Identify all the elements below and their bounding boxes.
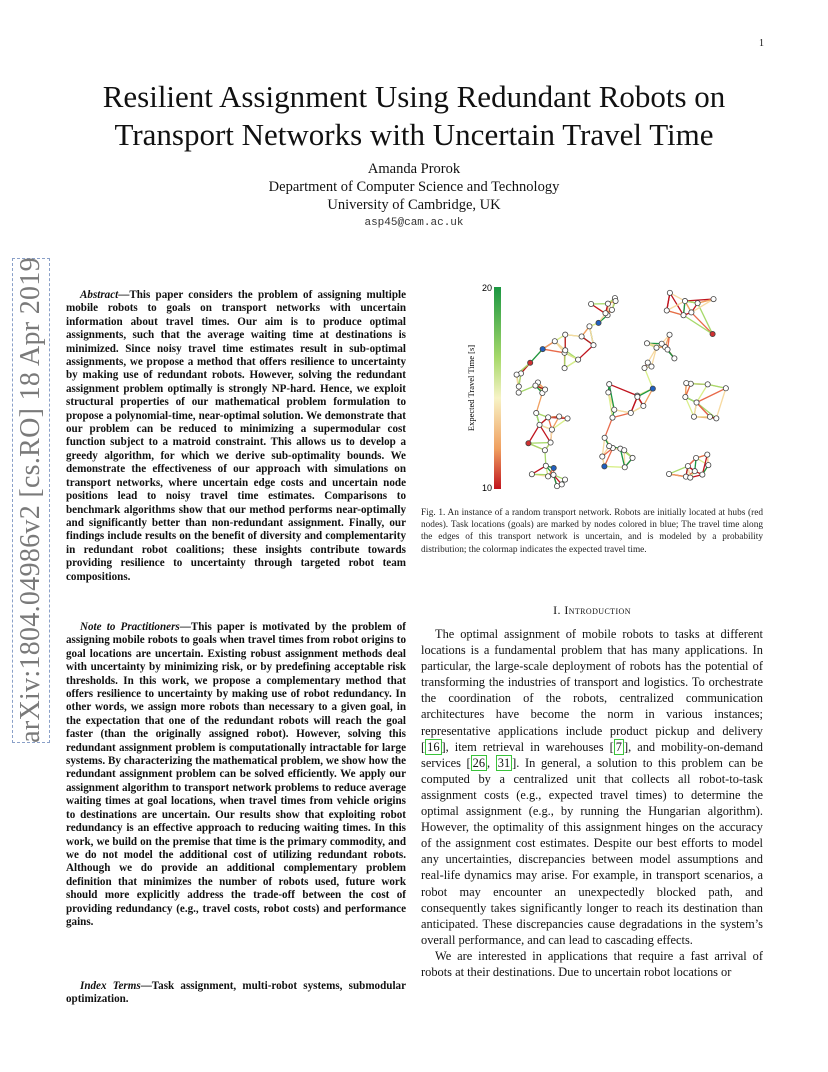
intro-p1-text-b: ], item retrieval in warehouses [ [441,739,614,754]
network-node [710,331,715,336]
network-node [587,324,592,329]
network-node [649,364,654,369]
network-node [622,465,627,470]
network-node [549,427,554,432]
network-node [650,386,655,391]
network-node [559,482,564,487]
network-edge [536,393,542,413]
colorbar-max-label: 20 [482,283,493,293]
network-node [596,320,601,325]
author-university: University of Cambridge, UK [327,197,501,213]
network-node [694,400,699,405]
network-node [565,416,570,421]
network-node [706,463,711,468]
network-node [723,386,728,391]
network-node [542,448,547,453]
network-node [622,448,627,453]
network-edge [605,418,613,438]
network-node [516,390,521,395]
network-edge [669,466,688,474]
network-node [602,435,607,440]
colorbar [494,287,501,489]
network-node [682,298,687,303]
network-node [540,346,545,351]
citation-31[interactable]: 31 [497,755,511,770]
citation-7[interactable]: 7 [615,739,622,754]
network-node [526,441,531,446]
network-node [548,440,553,445]
network-node [551,465,556,470]
citation-16[interactable]: 16 [427,739,440,754]
network-edge [691,312,712,334]
network-node [685,464,690,469]
author-name: Amanda Prorok [367,161,461,177]
abstract-text: —This paper considers the problem of assigning multiple mobile robots to goals on transport networks with uncertain information about travel times. Our aim is to produce optimal assignments, such that the average waiting time at destinations is minimized. Since noisy travel time estimates result in sub-optimal assignments, we propose a method that offers resilience to uncertainty by making use of redundant robots. However, solving the redundant assignment problem optimally is strongly NP-hard. Hence, we exploit structural properties of our mathematical problem formulation to propose a polynomial-time, near-optimal solution. We demonstrate that our problem can be reduced to minimizing a supermodular cost function subject to a matroid constraint. This allows us to develop a greedy algorithm, for which we derive sub-optimality bounds. We demonstrate the effectiveness of our approach with simulations on transport networks, where uncertain edge costs and uncertain node positions lead to noisy travel time estimates. Comparisons to benchmark algorithms show that our method performs near-optimally and significantly better than non-redundant assignment. Finally, our findings include results on the benefit of diversity and complementarity in redundant robot coalitions; these insights contribute towards providing resilience to uncertainty through targeted robot team compositions. [66,289,406,583]
network-node [665,347,670,352]
practitioners-text: —This paper is motivated by the problem of assigning mobile robots to goals when travel times from robot origins to goal locations are uncertain. Existing robust assignment methods deal with uncertainty by minimizing risk, or by predefining acceptable risk thresholds. In this work, we propose a complementary method that offers resilience to uncertainty by making use of robot redundancy. In other words, we assign more robots than necessary to a given goal, in the expectation that one of the redundant robots will reach the goal faster (than the originally assigned robot). However, solving this redundant assignment problem is computationally intractable for large systems. By characterizing the mathematical problem, we show how the redundant assignment problem can be solved efficiently. We apply our assignment algorithm to transport network problems to reduce average waiting times at goal locations, when travel times from vehicle origins to destinations are uncertain. Our results show that exploiting robot redundancy is an effective approach to reducing waiting times. In this work, we build on the premise that time is the primary commodity, and we do not model the additional cost of utilizing redundant robots. Although we do provide an additional complementary problem definition that minimizes the number of robots used, future work should more explicitly address the trade-off between the cost of providing redundancy (e.g., travel costs, robot costs) and performance gains. [66,621,406,928]
intro-p1-text-c: ], and mobility-on-demand services [ [421,739,763,770]
network-node [683,394,688,399]
network-node [700,472,705,477]
network-node [543,463,548,468]
citation-26[interactable]: 26 [472,755,486,770]
network-node [588,301,593,306]
network-node [516,384,521,389]
index-terms-lead: Index Terms [80,980,141,992]
network-node [557,414,562,419]
intro-p1-text-a: The optimal assignment of mobile robots to tasks at different locations is a fundamental problem that has many applications. In particular, the large-scale deployment of robots has the potential of transforming the industries of transport and logistics. To orchestrate the coordination of the robots, centralized communication architectures have become the norm in various instances; representative applications include product pickup and delivery [ [421,627,763,754]
network-node [628,410,633,415]
network-node [667,332,672,337]
network-node [714,416,719,421]
network-node [603,311,608,316]
title-line-2: Transport Networks with Uncertain Travel Time [114,117,714,152]
network-node [606,390,611,395]
network-edge [691,299,713,312]
colorbar-title: Expected Travel Time [s] [466,344,476,432]
network-node [705,452,710,457]
network-node [529,472,534,477]
network-node [694,455,699,460]
page-number: 1 [759,38,764,49]
network-node [551,472,556,477]
network-edge [528,443,550,444]
network-node [546,415,551,420]
intro-p1-text-d: , [487,755,496,770]
network-edge [578,345,593,359]
index-terms [66,980,406,1007]
network-node [552,339,557,344]
author-email[interactable]: asp45@cam.ac.uk [364,217,464,229]
network-node [609,307,614,312]
network-node [654,345,659,350]
practitioners-lead: Note to Practitioners [80,621,180,633]
network-node [528,360,533,365]
network-node [576,357,581,362]
section-heading [421,603,763,618]
network-node [659,341,664,346]
network-node [534,410,539,415]
network-node [579,334,584,339]
network-node [630,455,635,460]
network-node [563,348,568,353]
network-node [707,414,712,419]
network-node [602,464,607,469]
network-edge [604,466,624,467]
arxiv-stamp-text[interactable]: arXiv:1804.04986v2 [cs.RO] 18 Apr 2019 [15,257,46,743]
network-node [600,454,605,459]
network-node [695,301,700,306]
network-node [537,422,542,427]
section-number: I. [553,603,561,617]
network-node [613,298,618,303]
network-node [711,296,716,301]
intro-paragraph-2 [421,948,763,980]
network-node [591,343,596,348]
network-node [664,308,669,313]
author-block [200,160,628,232]
network-node [667,290,672,295]
intro-p2-text: We are interested in applications that require a fast arrival of robots at their destinations. Due to uncertain robot locations or [421,948,763,979]
network-node [610,415,615,420]
transport-network-figure [458,283,758,495]
title-line-1: Resilient Assignment Using Redundant Robots on [102,79,726,114]
network-node [542,387,547,392]
network-node [644,341,649,346]
network-edge [609,384,637,395]
figure-1 [458,283,758,495]
author-department: Department of Computer Science and Technology [268,179,560,195]
network-node [545,474,550,479]
network-node [666,471,671,476]
network-node [705,382,710,387]
network-node [563,332,568,337]
arxiv-stamp [12,258,50,743]
network-node [681,313,686,318]
index-terms-text: —Task assignment, multi-robot systems, submodular optimization. [66,980,406,1006]
network-node [562,366,567,371]
network-node [562,477,567,482]
network-edge [528,425,539,443]
paper-title [60,78,768,154]
colorbar-min-label: 10 [482,483,493,493]
network-node [635,394,640,399]
network-node [691,414,696,419]
section-title: Introduction [564,603,631,617]
network-edge [645,368,653,389]
network-node [642,365,647,370]
network-node [612,407,617,412]
introduction-body [421,626,763,980]
intro-paragraph-1 [421,626,763,948]
network-node [533,383,538,388]
figure-caption: Fig. 1. An instance of a random transport network. Robots are initially located at hubs (red nodes). Task locations (goals) are marked by nodes colored in blue; The travel time along the edges of this transport network is uncertain, and is modeled by a probability distribution; the colormap indicates the expected travel time. [421,508,763,555]
network-node [684,380,689,385]
note-to-practitioners [66,621,406,929]
network-node [688,475,693,480]
abstract [66,289,406,584]
network-node [689,310,694,315]
network-node [607,444,612,449]
intro-p1-text-e: ]. In general, a solution to this problem can be computed by a centralized unit that collects all robot-to-task assignment costs (e.g., expected travel times) to determine the optimal assignment (e.g., by running the Hungarian algorithm). However, the optimality of this assignment hinges on the accuracy of the assignment cost estimates. Despite our best efforts to model any uncertainties, discrepancies between model assumptions and real-life dynamics may arise. For example, in transport scenarios, a robot may encounter an unexpectedly blocked path, and consequently takes significantly longer to reach its destination than anticipated. These discrepancies cause degradations in the system’s overall performance, and can lead to cascading effects. [421,755,763,947]
network-node [641,403,646,408]
network-node [514,372,519,377]
network-node [607,382,612,387]
network-node [672,356,677,361]
network-node [605,301,610,306]
abstract-lead: Abstract [80,289,119,301]
network-node [692,469,697,474]
